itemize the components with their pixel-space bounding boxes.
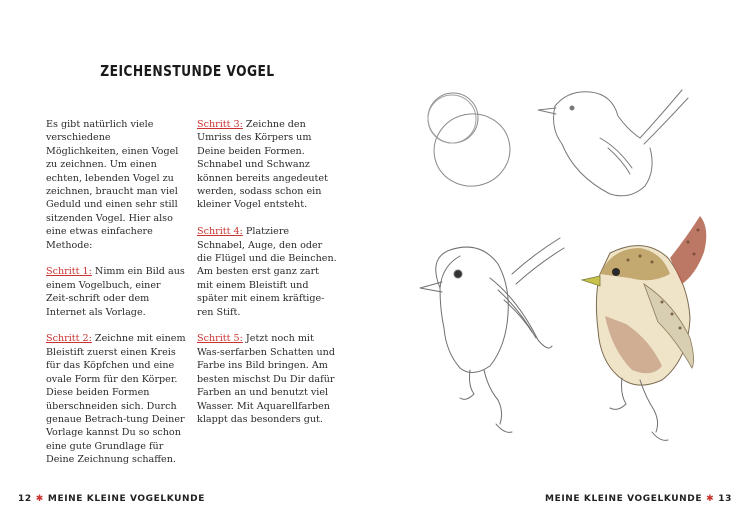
step-2-text: Zeichne mit einem Bleistift zuerst einen Kreis für das Köpfchen und eine ovale Form für den Körper. Diese beiden Formen überschneiden sich. Durch genaue Betrach-tung Deiner Vorlage kannst Du so schon eine gute Grundlage für Deine Zeichnung schaffen.: [46, 333, 186, 466]
footer-right: [545, 494, 732, 504]
step-3-text: Zeichne den Umriss des Körpers um Deine beiden Formen. Schnabel und Schwanz können bereits angedeutet werden, sodass schon ein kleiner Vogel entsteht.: [197, 119, 328, 211]
stage-3-detailed-bird: [420, 238, 564, 432]
step-3-paragraph: [197, 118, 337, 212]
text-column-right: [197, 118, 337, 440]
star-icon: ✱: [35, 494, 44, 504]
page-number-left: 12: [18, 494, 32, 504]
step-1-text: Nimm ein Bild aus einem Vogelbuch, einer Zeit-schrift oder dem Internet als Vorlage.: [46, 266, 185, 318]
step-2-label: Schritt 2:: [46, 333, 92, 345]
text-column-left: [46, 118, 186, 480]
stage-4-painted-bird: [582, 216, 706, 440]
step-1-paragraph: [46, 265, 186, 319]
running-title-right: MEINE KLEINE VOGELKUNDE: [545, 494, 703, 504]
running-title-left: MEINE KLEINE VOGELKUNDE: [47, 494, 205, 504]
step-3-label: Schritt 3:: [197, 119, 243, 130]
step-4-paragraph: [197, 225, 337, 319]
step-4-text: Platziere Schnabel, Auge, den oder die Flügel und die Beinchen. Am besten erst ganz zart mit einem Bleistift und später mit einem kräftige-ren Stift.: [197, 226, 337, 318]
stage-2-outline-bird: [538, 90, 688, 196]
step-1-label: Schritt 1:: [46, 266, 92, 278]
step-4-label: Schritt 4:: [197, 226, 243, 238]
step-5-text: Jetzt noch mit Was-serfarben Schatten und Farbe ins Bild bringen. Am besten mischst Du Dir dafür Farben an und benutzt viel Wasser. Mit Aquarellfarben klappt das besonders gut.: [197, 333, 335, 425]
step-5-label: Schritt 5:: [197, 333, 243, 345]
page-title: ZEICHENSTUNDE VOGEL: [100, 62, 275, 80]
step-2-paragraph: [46, 332, 186, 466]
step-5-paragraph: [197, 332, 337, 426]
star-icon: ✱: [706, 494, 715, 504]
intro-paragraph: Es gibt natürlich viele verschiedene Möglichkeiten, einen Vogel zu zeichnen. Um einen echten, lebenden Vogel zu zeichnen, braucht man viel Geduld und einen sehr still sitzenden Vogel. Hier also eine etwas einfachere Methode:: [46, 119, 179, 251]
stage-1-shapes: [427, 93, 516, 193]
bird-drawing-illustrations: [400, 78, 750, 468]
footer-left: [18, 494, 205, 504]
page-number-right: 13: [718, 494, 732, 504]
